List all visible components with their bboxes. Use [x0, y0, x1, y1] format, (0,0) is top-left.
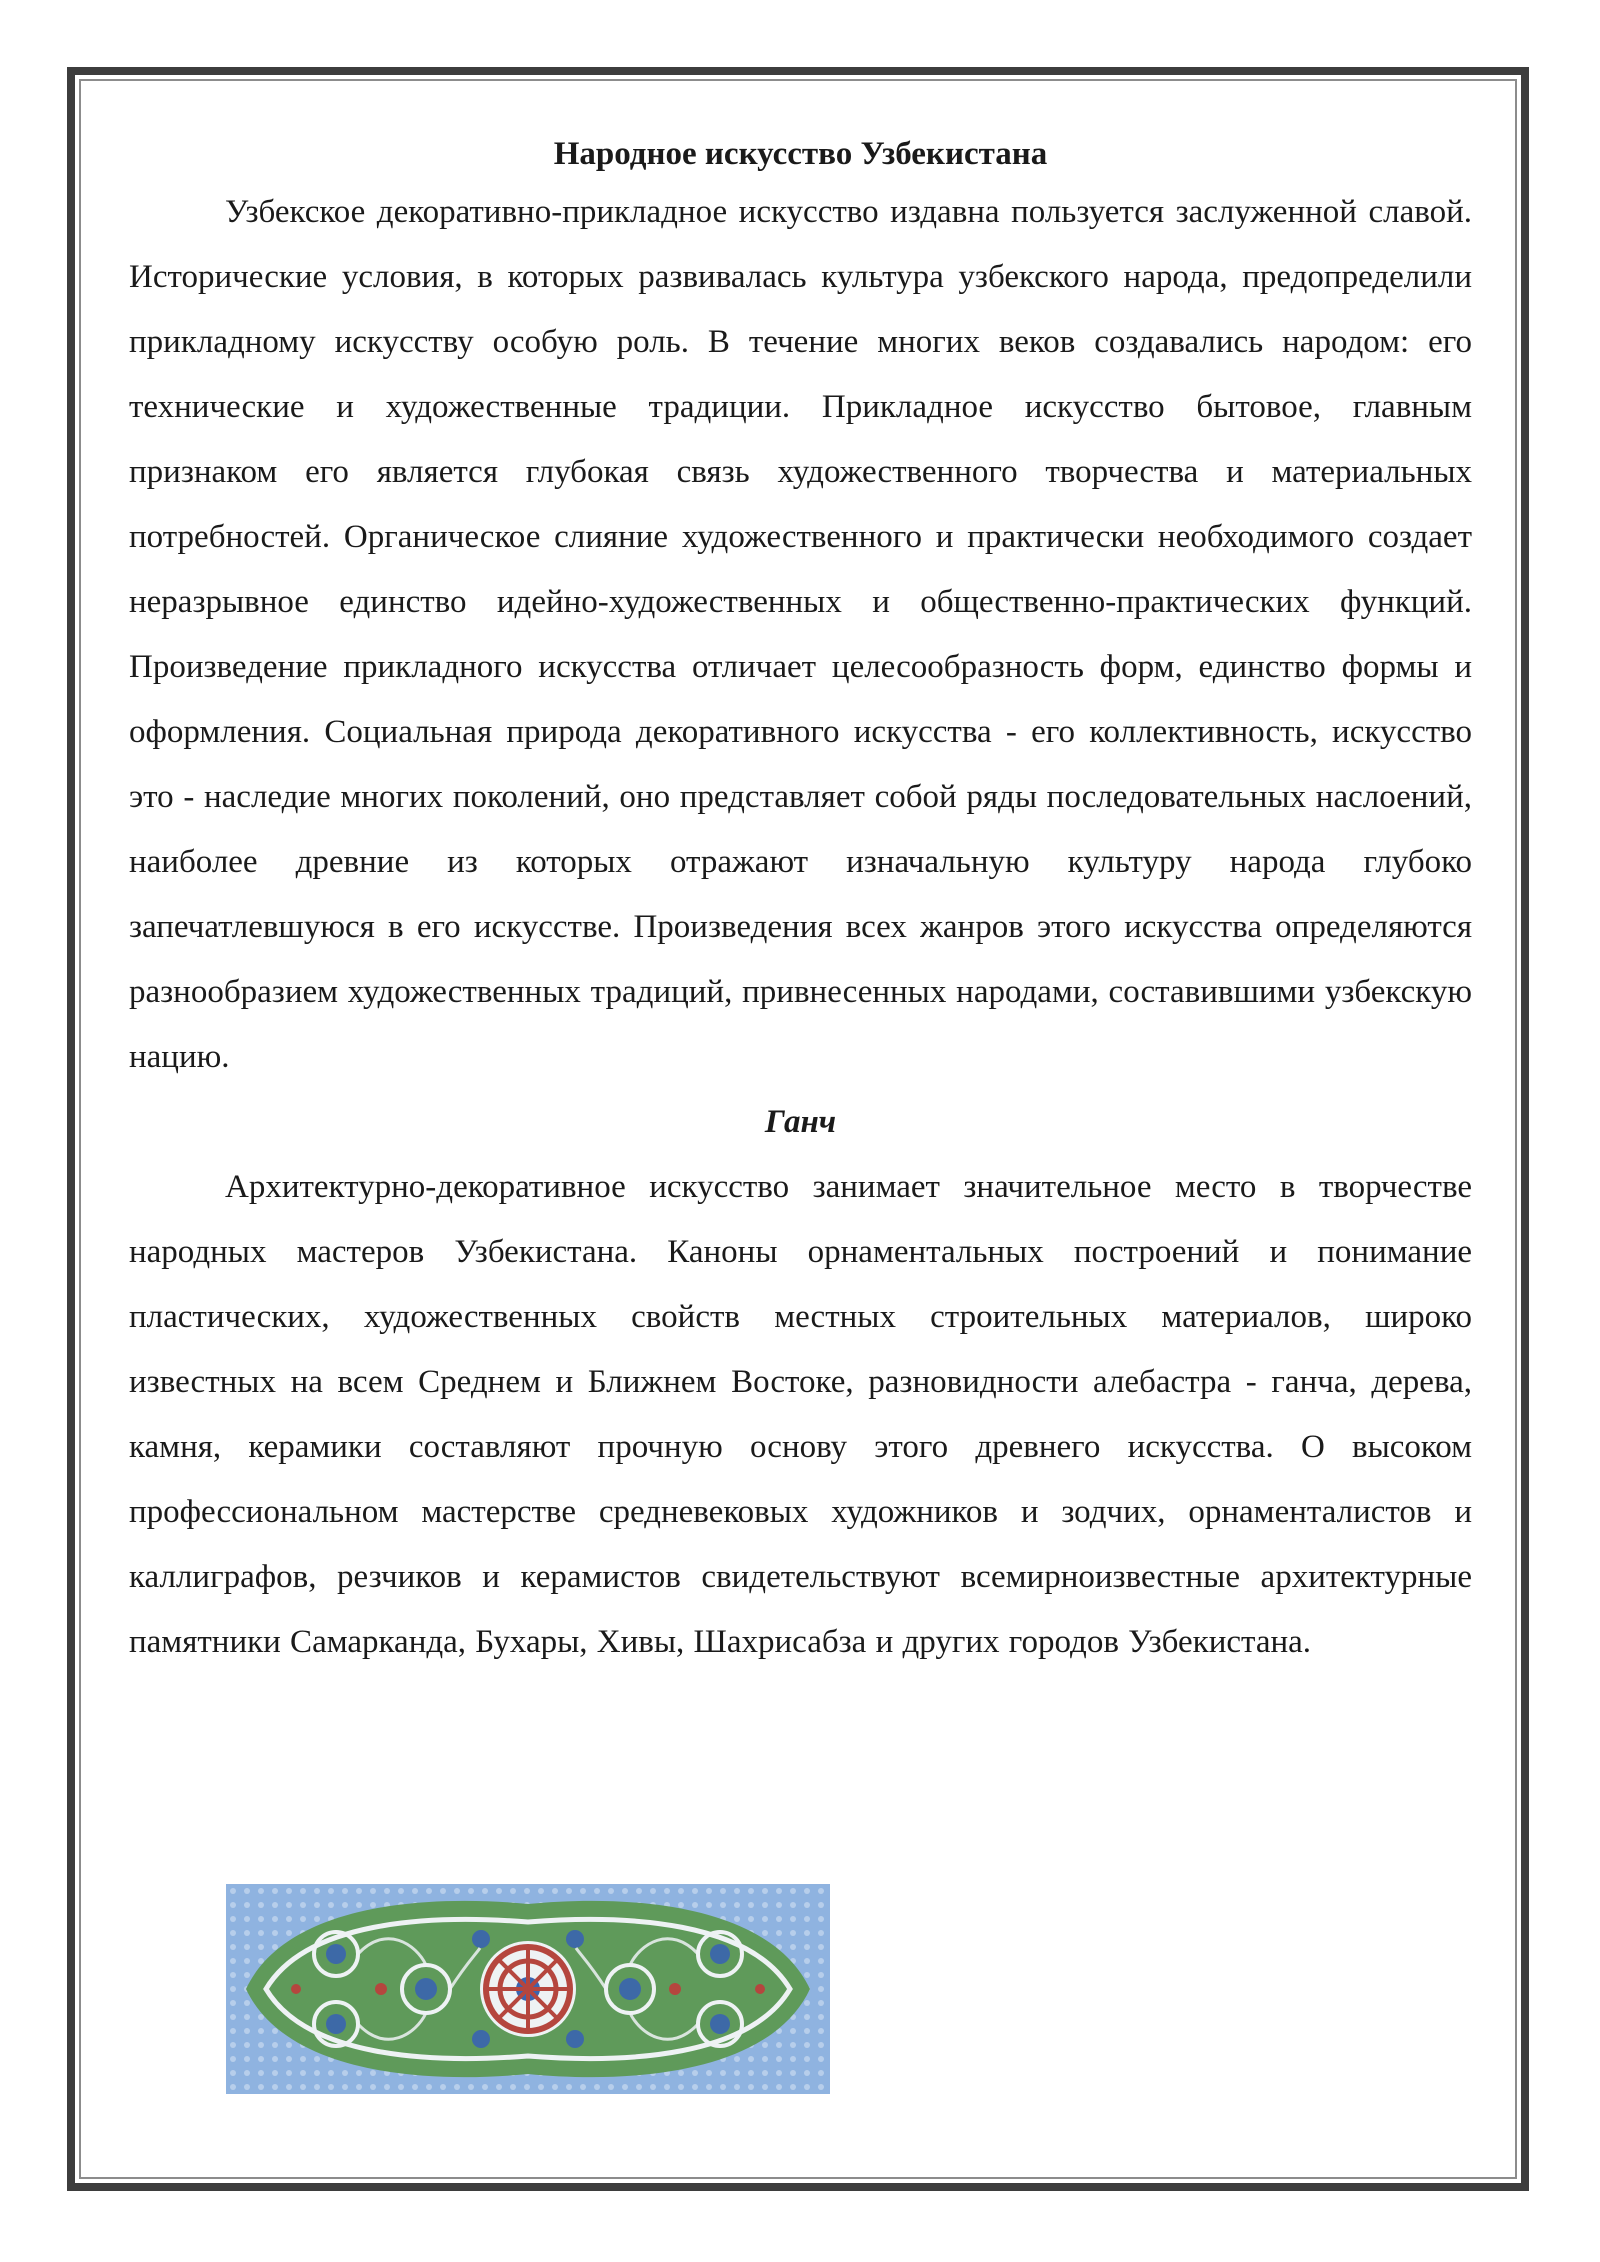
ganch-ornament-image — [226, 1884, 830, 2094]
paragraph-intro: Узбекское декоративно-прикладное искусство издавна пользуется заслуженной славой. Исторические условия, в которых развивалась культура узбекского народа, предопределили прикладному искусству особую роль. В течение многих веков создавались народом: его технические и художественные традиции. Прикладное искусство бытовое, главным признаком его является глубокая связь художественного творчества и материальных потребностей. Органическое слияние художественного и практически необходимого создает неразрывное единство идейно-художественных и общественно-практических функций. Произведение прикладного искусства отличает целесообразность форм, единство формы и оформления. Социальная природа декоративного искусства - его коллективность, искусство это - наследие многих поколений, оно представляет собой ряды последовательных наслоений, наиболее древние из которых отражают изначальную культуру народа глубоко запечатлевшуюся в его искусстве. Произведения всех жанров этого искусства определяются разнообразием художественных традиций, привнесенных народами, составившими узбекскую нацию. — [129, 194, 1472, 1075]
document-title: Народное искусство Узбекистана — [553, 136, 1048, 172]
document-body — [129, 128, 1472, 1675]
section-title-ganch: Ганч — [764, 1104, 837, 1140]
paragraph-ganch: Архитектурно-декоративное искусство занимает значительное место в творчестве народных мастеров Узбекистана. Каноны орнаментальных построений и понимание пластических, художественных свойств местных строительных материалов, широко известных на всем Среднем и Ближнем Востоке, разновидности алебастра - ганча, дерева, камня, керамики составляют прочную основу этого древнего искусства. О высоком профессиональном мастерстве средневековых художников и зодчих, орнаменталистов и каллиграфов, резчиков и керамистов свидетельствуют всемирноизвестные архитектурные памятники Самарканда, Бухары, Хивы, Шахрисабза и других городов Узбекистана. — [129, 1169, 1472, 1660]
